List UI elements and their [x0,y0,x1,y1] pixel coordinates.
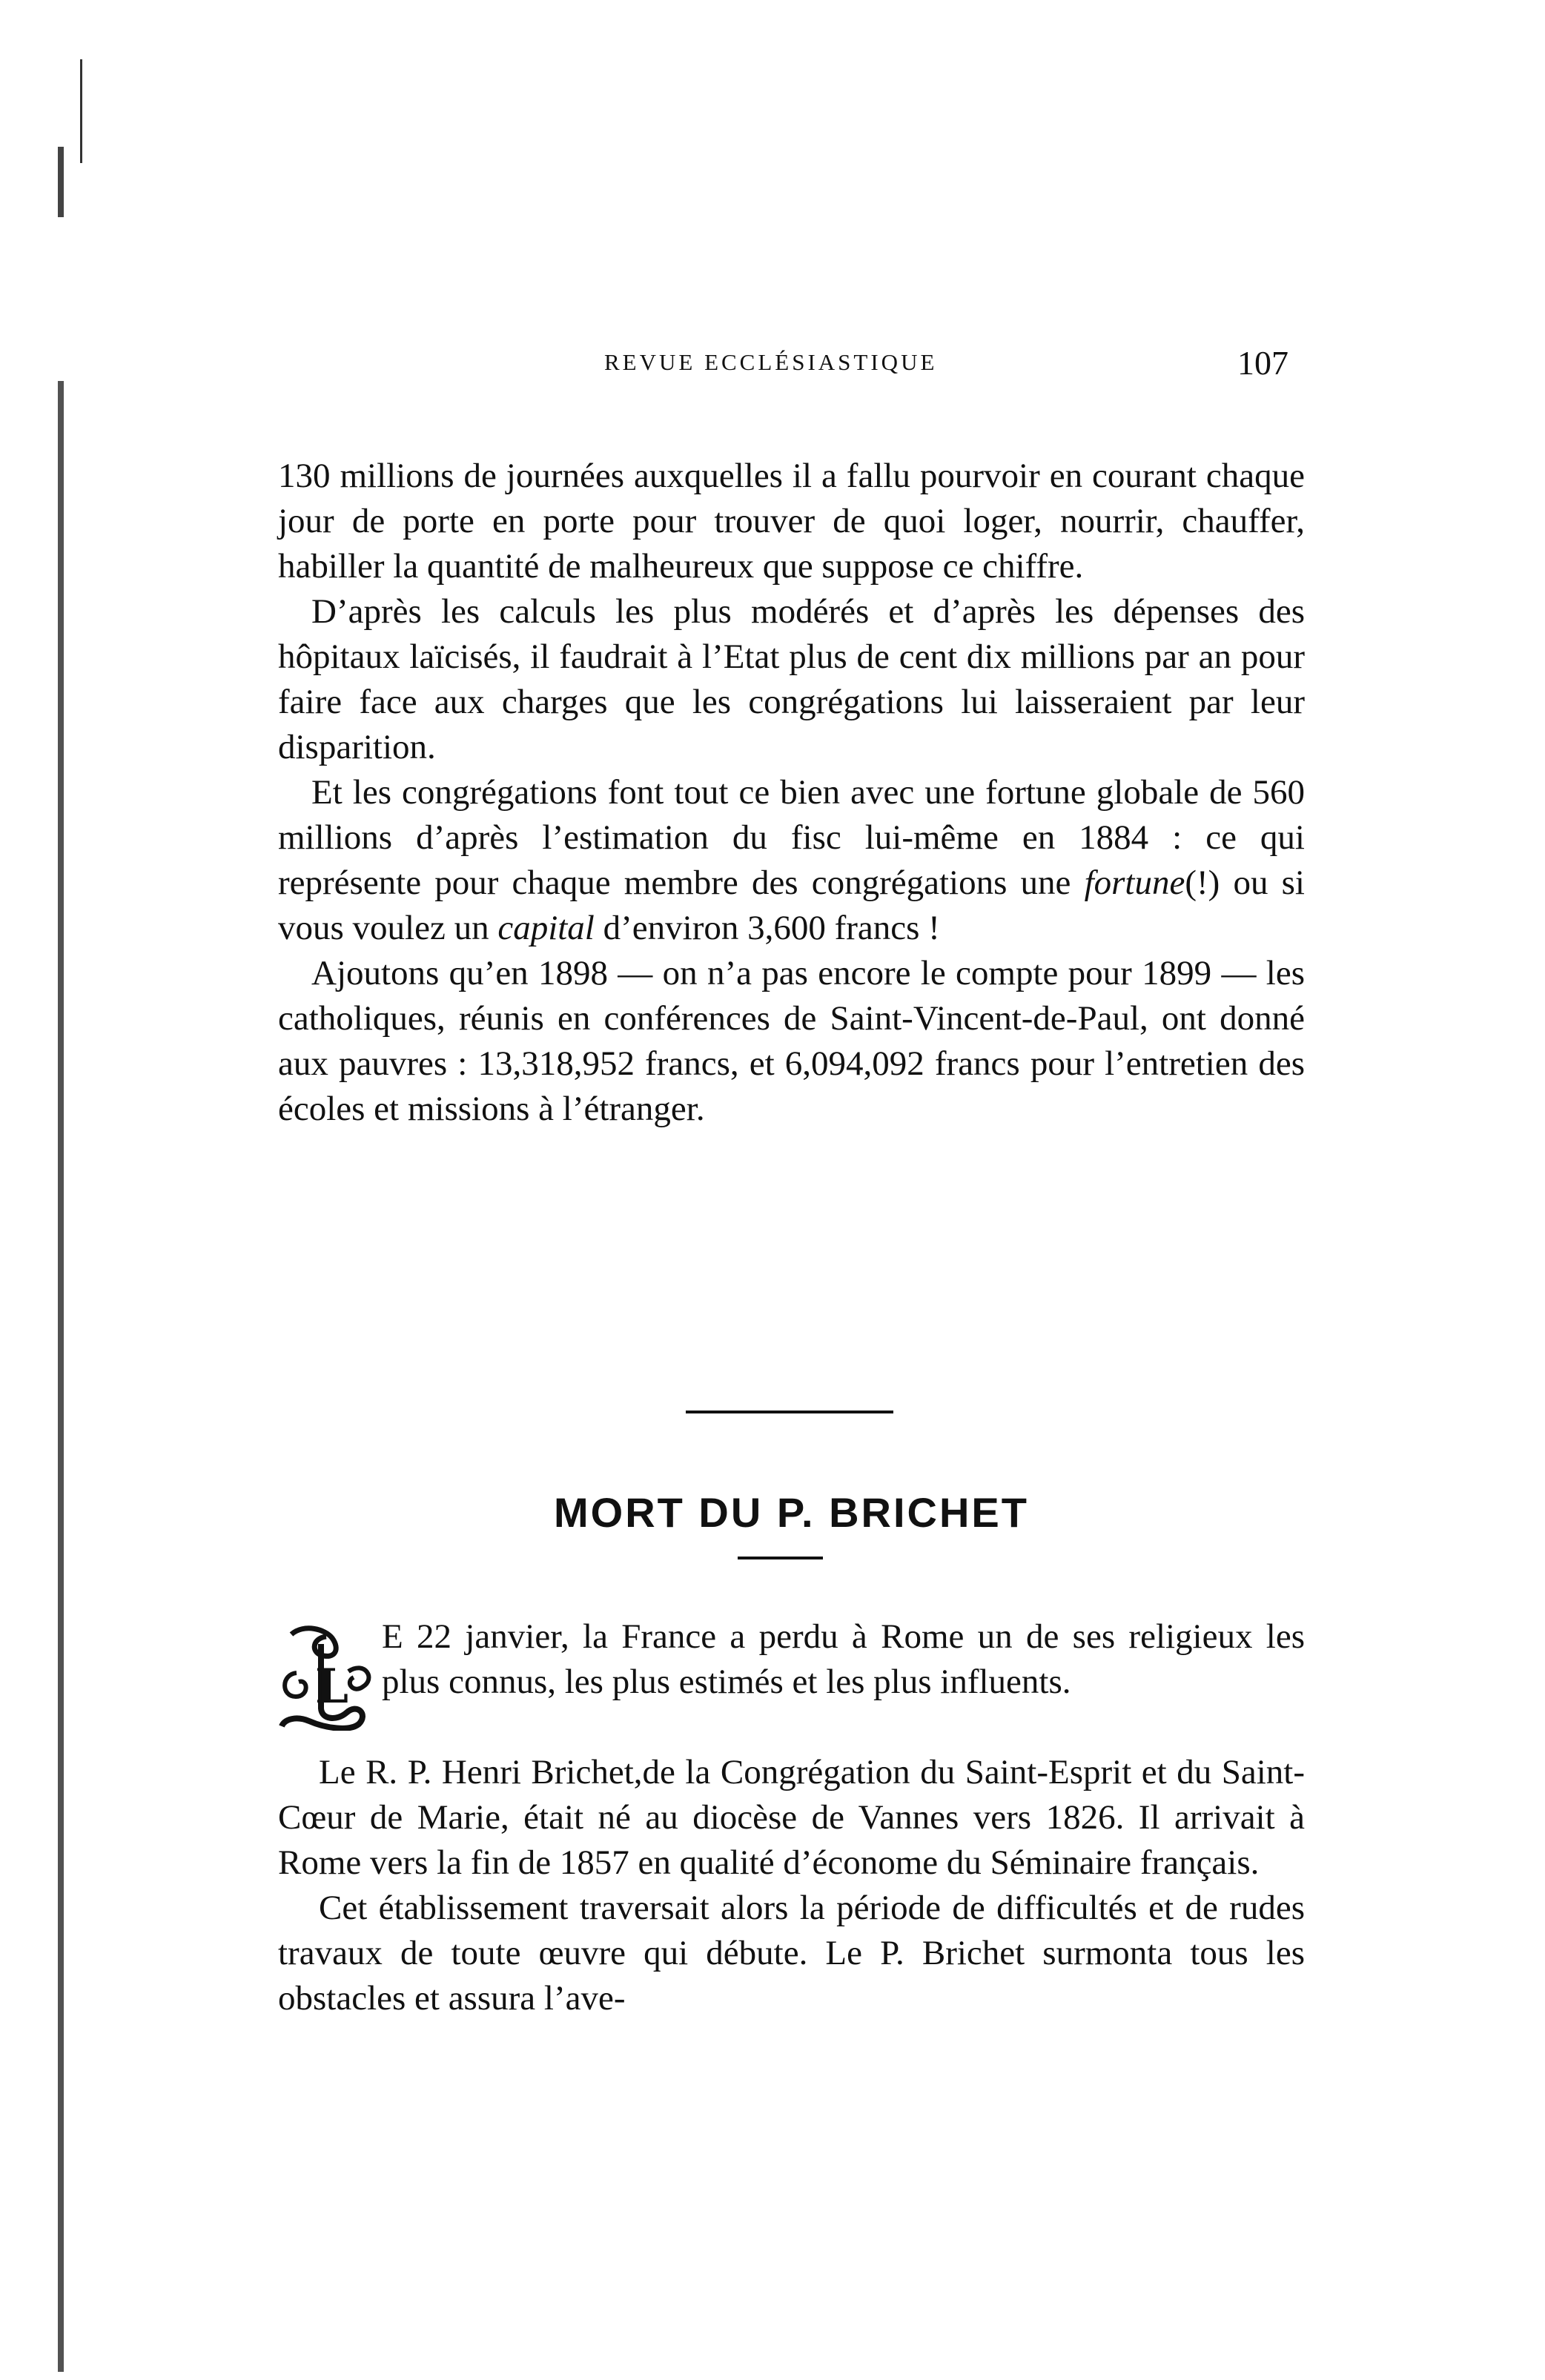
section-title: MORT DU P. BRICHET [554,1489,1029,1537]
title-underline-rule [738,1557,823,1559]
ornamental-dropcap-l [278,1620,378,1731]
emphasis-capital: capital [497,909,595,947]
body-text [278,454,1305,1132]
paragraph-2: D’après les calculs les plus modérés et d’après les dépenses des hôpitaux laïcisés, il faudrait à l’Etat plus de cent dix millions par an pour faire face aux charges que les congrégations lui laisseraient par leur disparition. [278,592,1305,766]
paragraph-4: Ajoutons qu’en 1898 — on n’a pas encore le compte pour 1899 — les catholiques, réunis en conférences de Saint-Vincent-de-Paul, ont donné aux pauvres : 13,318,952 francs, et 6,094,092 francs pour l’entretien des écoles et missions à l’étranger. [278,954,1305,1128]
paragraph-3: Et les congrégations font tout ce bien avec une fortune globale de 560 millions d’après l’estimation du fisc lui-même en 1884 : ce qui représente pour chaque membre des congrégations une fortune(!) ou si vous voulez un capital d’environ 3,600 francs ! [278,773,1305,947]
running-header [274,343,1297,383]
page-number: 107 [1237,344,1288,382]
section-body [278,1750,1305,2021]
dropcap-paragraph [382,1614,1305,1705]
emphasis-fortune: fortune [1084,864,1185,902]
section-separator-rule [686,1411,893,1413]
svg-text:L: L [315,1659,348,1714]
running-title: REVUE ECCLÉSIASTIQUE [604,349,938,375]
paragraph-6: Le R. P. Henri Brichet,de la Congrégation du Saint-Esprit et du Saint-Cœur de Marie, était né au diocèse de Vannes vers 1826. Il arrivait à Rome vers la fin de 1857 en qualité d’économe du Séminaire français. [278,1753,1305,1882]
paragraph-5: E 22 janvier, la France a perdu à Rome un de ses religieux les plus connus, les plus estimés et les plus influents. [382,1617,1305,1701]
scan-margin-mark [80,59,82,163]
scan-margin-rule [58,30,64,2372]
paragraph-1: 130 millions de journées auxquelles il a fallu pourvoir en courant chaque jour de porte en porte pour trouver de quoi loger, nourrir, chauffer, habiller la quantité de malheureux que suppose ce chiffre. [278,457,1305,586]
paragraph-7: Cet établissement traversait alors la période de difficultés et de rudes travaux de toute œuvre qui débute. Le P. Brichet surmonta tous les obstacles et assura l’ave- [278,1889,1305,2018]
